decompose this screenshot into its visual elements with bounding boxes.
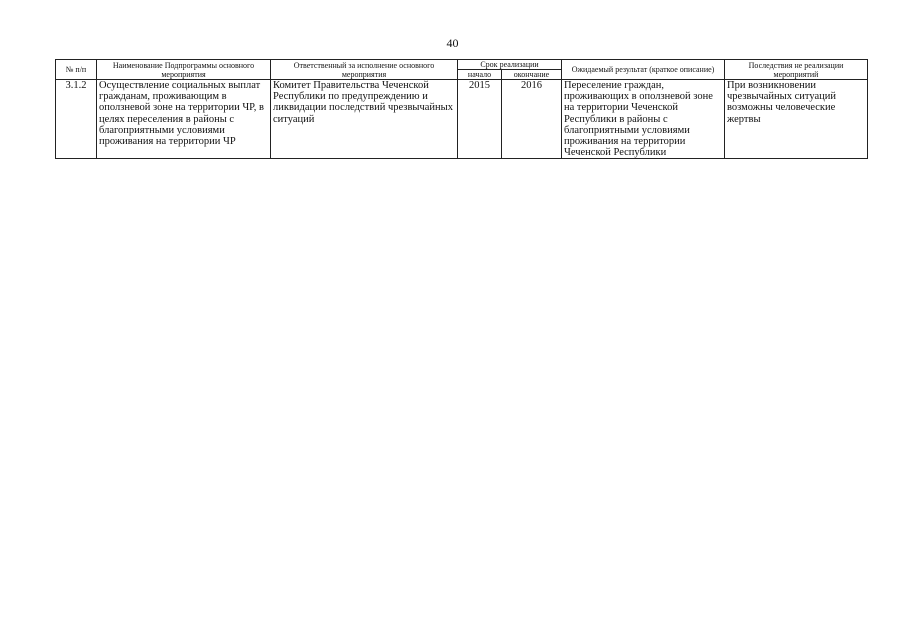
row-result: Переселение граждан, проживающих в оползневой зоне на территории Чеченской Республики в районы с благоприятными условиями проживания на территории Чеченской Республики bbox=[562, 80, 725, 159]
header-consequences: Последствия не реализации мероприятий bbox=[725, 60, 868, 80]
header-period: Срок реализации bbox=[458, 60, 562, 70]
row-name: Осуществление социальных выплат гражданам, проживающим в оползневой зоне на территории ЧР, в целях переселения в районы с благоприятными условиями проживания на территории ЧР bbox=[97, 80, 271, 159]
header-end: окончание bbox=[502, 70, 562, 80]
row-start-year: 2015 bbox=[458, 80, 502, 159]
table-row bbox=[56, 80, 868, 159]
header-name: Наименование Подпрограммы основного мероприятия bbox=[97, 60, 271, 80]
header-result: Ожидаемый результат (краткое описание) bbox=[562, 60, 725, 80]
header-row bbox=[56, 60, 868, 70]
row-consequences: При возникновении чрезвычайных ситуаций возможны человеческие жертвы bbox=[725, 80, 868, 159]
row-num: 3.1.2 bbox=[56, 80, 97, 159]
row-end-year: 2016 bbox=[502, 80, 562, 159]
page-number: 40 bbox=[446, 36, 459, 50]
row-responsible: Комитет Правительства Чеченской Республики по предупреждению и ликвидации последствий чрезвычайных ситуаций bbox=[271, 80, 458, 159]
header-num: № п/п bbox=[56, 60, 97, 80]
header-start: начало bbox=[458, 70, 502, 80]
header-responsible: Ответственный за исполнение основного мероприятия bbox=[271, 60, 458, 80]
measures-table bbox=[55, 59, 868, 159]
